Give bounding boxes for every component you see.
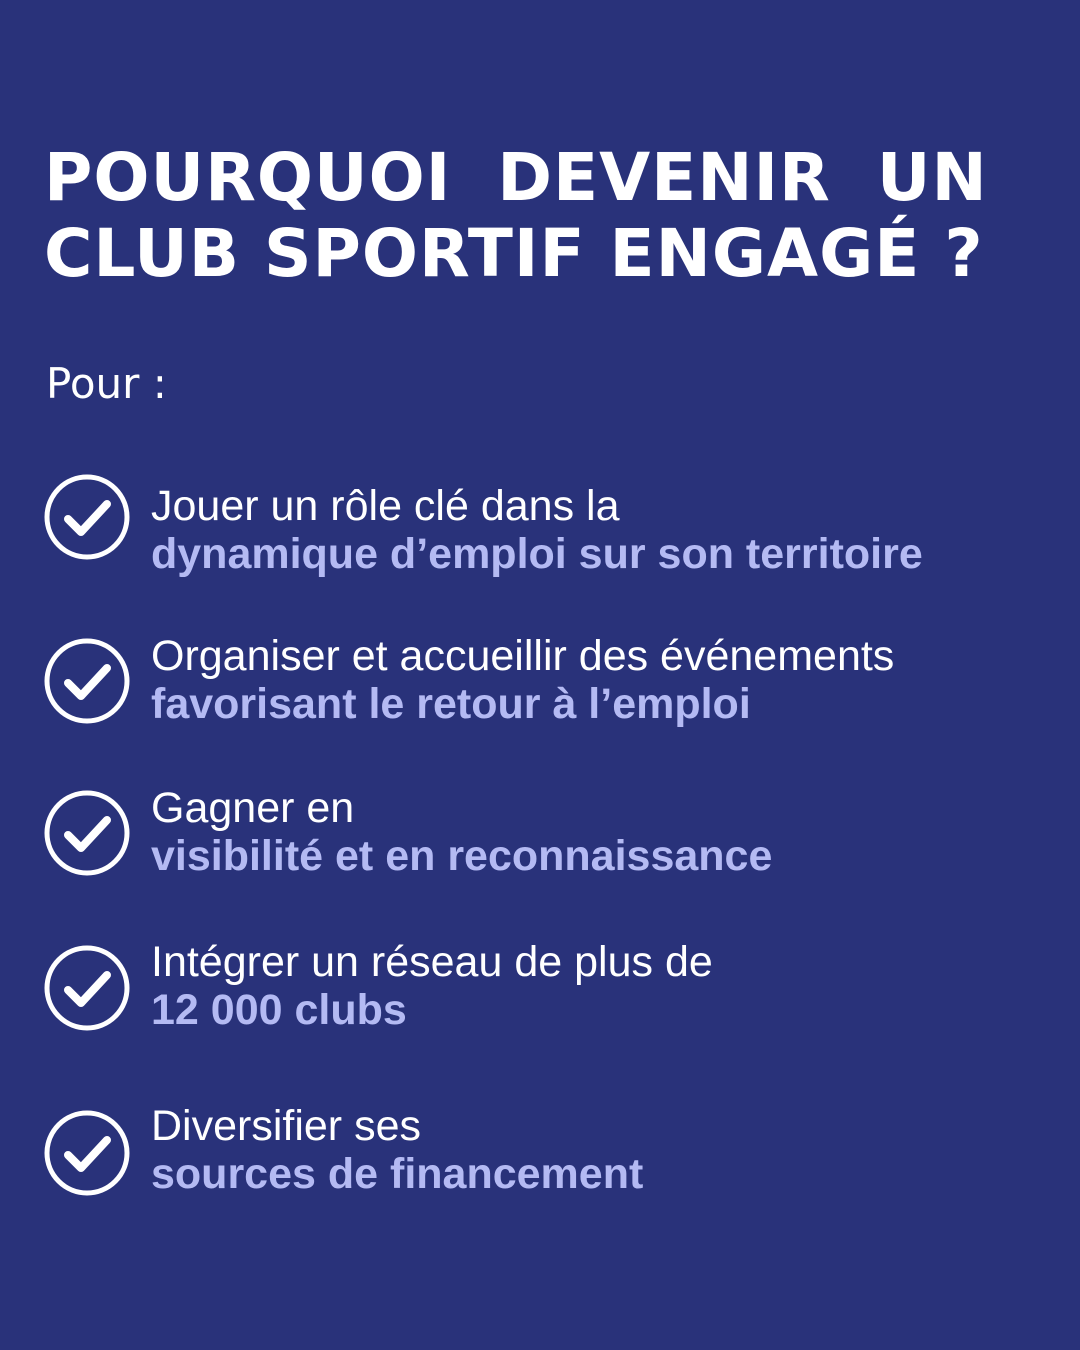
page-title [44, 140, 1054, 292]
benefit-text [151, 784, 772, 880]
benefit-highlight-text: sources de financement [151, 1150, 644, 1198]
benefit-item-4 [44, 938, 1074, 1038]
benefit-highlight-text: dynamique d’emploi sur son territoire [151, 530, 923, 578]
intro-label: Pour : [46, 359, 167, 408]
benefit-plain-text: Diversifier ses [151, 1102, 421, 1150]
benefit-item-1 [44, 482, 1074, 582]
benefit-text [151, 482, 923, 578]
benefit-plain-text: Gagner en [151, 784, 355, 832]
benefit-plain-text: Organiser et accueillir des événements [151, 632, 895, 680]
benefit-item-3 [44, 784, 1074, 884]
benefit-text [151, 632, 894, 728]
benefit-highlight-text: visibilité et en reconnaissance [151, 832, 773, 880]
title-line-1: POURQUOI DEVENIR UN [44, 139, 988, 216]
benefit-item-2 [44, 632, 1074, 732]
check-circle-icon [44, 1110, 130, 1196]
benefit-plain-text: Intégrer un réseau de plus de [151, 938, 713, 986]
check-circle-icon [44, 790, 130, 876]
benefit-highlight-text: 12 000 clubs [151, 986, 407, 1034]
benefit-plain-text: Jouer un rôle clé dans la [151, 482, 620, 530]
benefit-text [151, 1102, 643, 1198]
check-circle-icon [44, 945, 130, 1031]
benefit-text [151, 938, 713, 1034]
check-circle-icon [44, 638, 130, 724]
benefit-item-5 [44, 1102, 1074, 1202]
title-line-2: CLUB SPORTIF ENGAGÉ ? [44, 215, 984, 292]
benefit-highlight-text: favorisant le retour à l’emploi [151, 680, 751, 728]
check-circle-icon [44, 474, 130, 560]
